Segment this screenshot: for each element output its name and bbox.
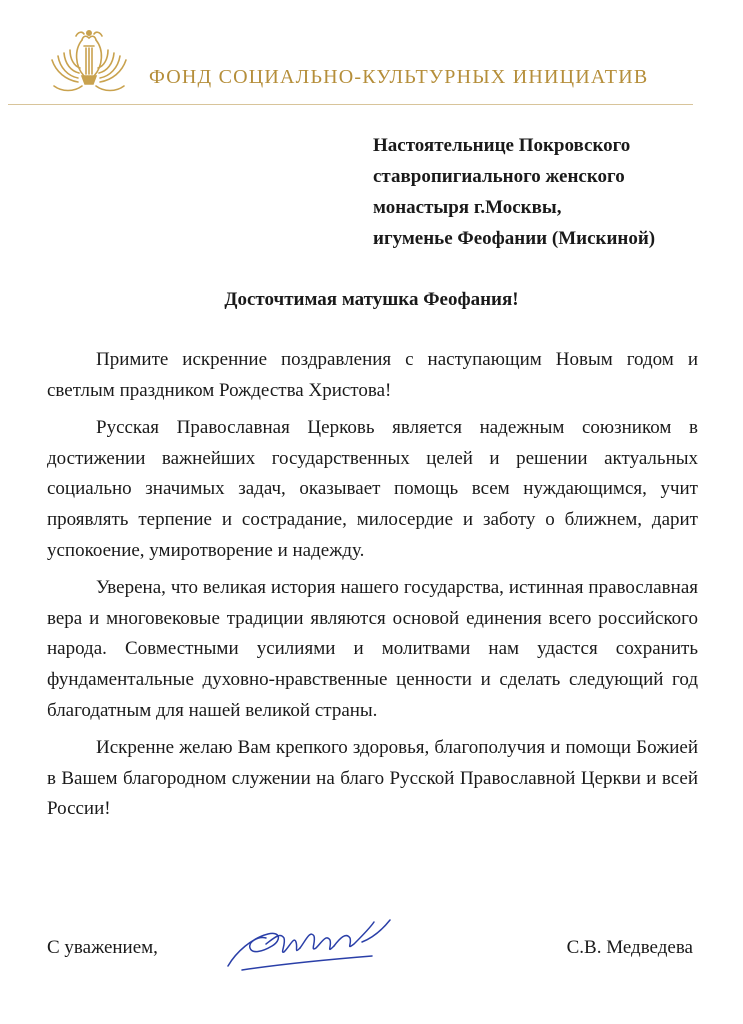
- addressee-line: Настоятельнице Покровского: [373, 135, 631, 156]
- salutation: Досточтимая матушка Феофания!: [224, 289, 519, 310]
- addressee-block: [373, 130, 713, 254]
- letterhead: [0, 0, 743, 110]
- addressee-line: монастыря г.Москвы,: [373, 197, 562, 218]
- addressee-line: игуменье Феофании (Мискиной): [373, 228, 656, 249]
- organization-name: ФОНД СОЦИАЛЬНО-КУЛЬТУРНЫХ ИНИЦИАТИВ: [149, 66, 649, 88]
- signer-name: С.В. Медведева: [566, 937, 693, 958]
- addressee-line: ставропигиального женского: [373, 166, 625, 187]
- letter-body: [47, 345, 698, 832]
- body-paragraph: Уверена, что великая история нашего государства, истинная православная вера и многовековые традиции являются основой единения всего российского народа. Совместными усилиями и молитвами нам удастся сохранить фундаментальные духовно-нравственные ценности и сделать следующий год благодатным для нашей великой страны.: [47, 577, 698, 721]
- body-paragraph: Искренне желаю Вам крепкого здоровья, благополучия и помощи Божией в Вашем благородном служении на благо Русской Православной Церкви и всей России!: [47, 737, 698, 820]
- closing-phrase: С уважением,: [47, 937, 158, 958]
- lyre-wings-emblem-icon: [44, 26, 134, 98]
- body-paragraph: Примите искренние поздравления с наступающим Новым годом и светлым праздником Рождества Христова!: [47, 349, 698, 401]
- letterhead-divider: [8, 104, 693, 105]
- body-paragraph: Русская Православная Церковь является надежным союзником в достижении важнейших государственных целей и решении актуальных социально значимых задач, оказывает помощь всем нуждающимся, учит проявлять терпение и сострадание, милосердие и заботу о ближнем, дарит успокоение, умиротворение и надежду.: [47, 417, 698, 561]
